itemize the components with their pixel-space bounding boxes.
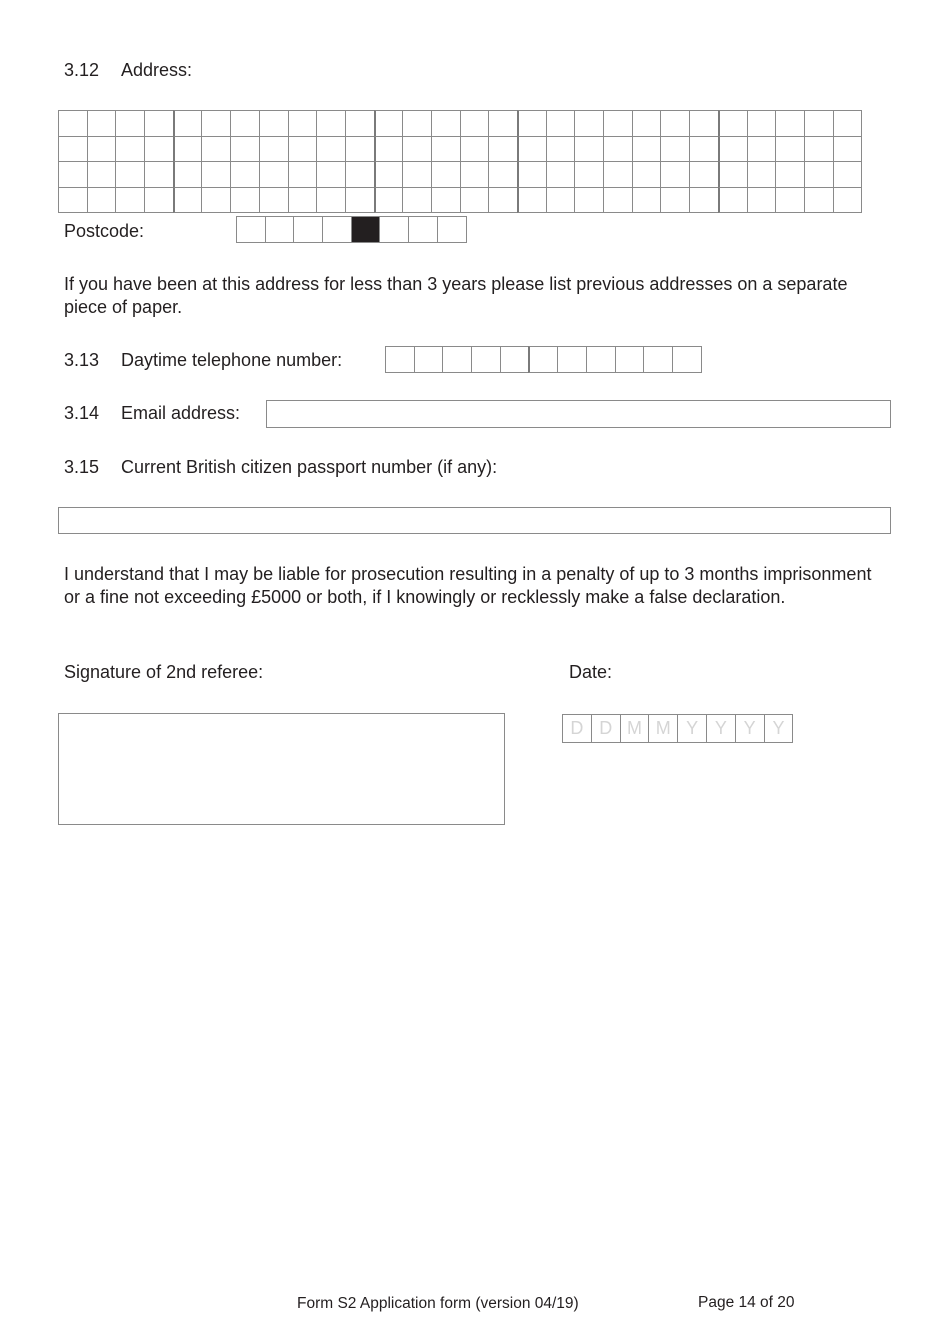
address-char-cell[interactable]	[603, 187, 633, 214]
address-char-cell[interactable]	[574, 187, 604, 214]
address-char-cell[interactable]	[58, 161, 88, 188]
telephone-digit-cell[interactable]	[414, 346, 444, 373]
postcode-char-cell[interactable]	[265, 216, 295, 243]
address-char-cell[interactable]	[288, 187, 318, 214]
address-char-cell[interactable]	[546, 136, 576, 163]
address-char-cell[interactable]	[173, 187, 203, 214]
address-char-cell[interactable]	[431, 161, 461, 188]
email-label: Email address:	[121, 403, 241, 423]
date-digit-cell[interactable]: Y	[706, 714, 736, 743]
address-char-cell[interactable]	[546, 187, 576, 214]
telephone-digit-cell[interactable]	[500, 346, 530, 373]
address-char-cell[interactable]	[173, 136, 203, 163]
address-grid[interactable]	[59, 111, 862, 213]
address-char-cell[interactable]	[316, 187, 346, 214]
address-char-cell[interactable]	[431, 187, 461, 214]
address-char-cell[interactable]	[517, 161, 547, 188]
address-char-cell[interactable]	[488, 136, 518, 163]
address-char-cell[interactable]	[804, 136, 834, 163]
address-char-cell[interactable]	[230, 110, 260, 137]
address-char-cell[interactable]	[747, 161, 777, 188]
postcode-char-cell[interactable]	[437, 216, 467, 243]
address-char-cell[interactable]	[259, 136, 289, 163]
address-char-cell[interactable]	[689, 110, 719, 137]
address-char-cell[interactable]	[144, 136, 174, 163]
address-char-cell[interactable]	[747, 187, 777, 214]
address-char-cell[interactable]	[517, 110, 547, 137]
postcode-char-cell[interactable]	[322, 216, 352, 243]
address-char-cell[interactable]	[87, 187, 117, 214]
address-char-cell[interactable]	[632, 161, 662, 188]
date-input[interactable]	[563, 714, 793, 743]
date-digit-cell[interactable]: M	[648, 714, 678, 743]
telephone-input[interactable]	[386, 347, 702, 373]
address-char-cell[interactable]	[144, 110, 174, 137]
address-char-cell[interactable]	[718, 161, 748, 188]
address-char-cell[interactable]	[632, 136, 662, 163]
address-char-cell[interactable]	[259, 187, 289, 214]
passport-label: Current British citizen passport number (if any):	[121, 457, 498, 477]
footer-page-number: Page 14 of 20	[698, 1294, 795, 1311]
address-char-cell[interactable]	[230, 136, 260, 163]
address-char-cell[interactable]	[775, 136, 805, 163]
address-row	[59, 188, 862, 214]
email-input[interactable]	[266, 400, 891, 428]
address-char-cell[interactable]	[374, 161, 404, 188]
address-char-cell[interactable]	[603, 136, 633, 163]
address-char-cell[interactable]	[689, 161, 719, 188]
address-char-cell[interactable]	[87, 161, 117, 188]
address-char-cell[interactable]	[173, 110, 203, 137]
address-label: Address:	[121, 60, 193, 80]
address-char-cell[interactable]	[460, 187, 490, 214]
address-char-cell[interactable]	[574, 110, 604, 137]
address-char-cell[interactable]	[804, 187, 834, 214]
address-char-cell[interactable]	[460, 161, 490, 188]
address-char-cell[interactable]	[316, 110, 346, 137]
address-char-cell[interactable]	[402, 187, 432, 214]
address-char-cell[interactable]	[87, 136, 117, 163]
address-char-cell[interactable]	[632, 187, 662, 214]
telephone-digit-cell[interactable]	[672, 346, 702, 373]
passport-input[interactable]	[58, 507, 891, 534]
address-row	[59, 111, 862, 137]
address-char-cell[interactable]	[660, 110, 690, 137]
address-row	[59, 162, 862, 188]
signature-label: Signature of 2nd referee:	[64, 662, 264, 682]
telephone-digit-cell[interactable]	[442, 346, 472, 373]
telephone-digit-cell[interactable]	[615, 346, 645, 373]
telephone-digit-cell[interactable]	[557, 346, 587, 373]
address-char-cell[interactable]	[632, 110, 662, 137]
address-char-cell[interactable]	[804, 161, 834, 188]
telephone-label: Daytime telephone number:	[121, 350, 343, 370]
address-char-cell[interactable]	[345, 161, 375, 188]
address-char-cell[interactable]	[546, 161, 576, 188]
address-char-cell[interactable]	[402, 110, 432, 137]
address-char-cell[interactable]	[747, 110, 777, 137]
date-digit-cell[interactable]: Y	[735, 714, 765, 743]
address-char-cell[interactable]	[201, 161, 231, 188]
telephone-question	[64, 350, 342, 371]
address-char-cell[interactable]	[775, 187, 805, 214]
address-char-cell[interactable]	[546, 110, 576, 137]
address-char-cell[interactable]	[58, 187, 88, 214]
address-char-cell[interactable]	[173, 161, 203, 188]
address-char-cell[interactable]	[230, 161, 260, 188]
postcode-char-cell[interactable]	[293, 216, 323, 243]
question-number: 3.14	[64, 403, 100, 423]
address-char-cell[interactable]	[144, 187, 174, 214]
telephone-digit-cell[interactable]	[385, 346, 415, 373]
footer-form-name: Form S2 Application form (version 04/19)	[297, 1295, 579, 1312]
telephone-digit-cell[interactable]	[471, 346, 501, 373]
address-char-cell[interactable]	[345, 136, 375, 163]
address-char-cell[interactable]	[718, 136, 748, 163]
postcode-char-cell[interactable]	[408, 216, 438, 243]
address-char-cell[interactable]	[747, 136, 777, 163]
address-char-cell[interactable]	[833, 161, 863, 188]
question-number: 3.15	[64, 457, 100, 477]
date-digit-cell[interactable]: D	[591, 714, 621, 743]
address-char-cell[interactable]	[259, 161, 289, 188]
address-char-cell[interactable]	[833, 136, 863, 163]
declaration-text: I understand that I may be liable for prosecution resulting in a penalty of up to 3 months imprisonment or a fine not exceeding £5000 or both, if I knowingly or recklessly make a false declaration.	[64, 564, 872, 607]
date-digit-cell[interactable]: Y	[764, 714, 794, 743]
address-char-cell[interactable]	[115, 110, 145, 137]
address-char-cell[interactable]	[115, 161, 145, 188]
address-char-cell[interactable]	[603, 161, 633, 188]
address-char-cell[interactable]	[201, 136, 231, 163]
passport-question	[64, 457, 497, 478]
address-char-cell[interactable]	[460, 136, 490, 163]
address-char-cell[interactable]	[660, 187, 690, 214]
address-char-cell[interactable]	[402, 161, 432, 188]
address-row	[59, 137, 862, 163]
address-char-cell[interactable]	[374, 136, 404, 163]
address-char-cell[interactable]	[431, 136, 461, 163]
address-char-cell[interactable]	[775, 110, 805, 137]
address-char-cell[interactable]	[259, 110, 289, 137]
address-char-cell[interactable]	[689, 187, 719, 214]
address-char-cell[interactable]	[804, 110, 834, 137]
postcode-label: Postcode:	[64, 221, 145, 241]
address-char-cell[interactable]	[288, 110, 318, 137]
address-char-cell[interactable]	[833, 187, 863, 214]
postcode-grid[interactable]	[237, 217, 467, 243]
address-char-cell[interactable]	[718, 110, 748, 137]
address-char-cell[interactable]	[115, 136, 145, 163]
address-char-cell[interactable]	[58, 110, 88, 137]
address-char-cell[interactable]	[58, 136, 88, 163]
address-char-cell[interactable]	[517, 187, 547, 214]
address-char-cell[interactable]	[488, 187, 518, 214]
telephone-digit-cell[interactable]	[643, 346, 673, 373]
address-char-cell[interactable]	[574, 161, 604, 188]
signature-box[interactable]	[58, 713, 505, 825]
address-char-cell[interactable]	[144, 161, 174, 188]
address-char-cell[interactable]	[488, 161, 518, 188]
address-char-cell[interactable]	[718, 187, 748, 214]
email-question	[64, 403, 240, 424]
address-char-cell[interactable]	[833, 110, 863, 137]
address-char-cell[interactable]	[488, 110, 518, 137]
address-char-cell[interactable]	[87, 110, 117, 137]
question-number: 3.12	[64, 60, 100, 80]
address-char-cell[interactable]	[316, 136, 346, 163]
address-char-cell[interactable]	[115, 187, 145, 214]
date-digit-cell[interactable]: Y	[677, 714, 707, 743]
address-char-cell[interactable]	[517, 136, 547, 163]
address-char-cell[interactable]	[775, 161, 805, 188]
question-number: 3.13	[64, 350, 100, 370]
previous-address-note: If you have been at this address for less than 3 years please list previous addresses on a separate piece of paper.	[64, 274, 848, 317]
postcode-char-cell[interactable]	[379, 216, 409, 243]
address-char-cell[interactable]	[288, 136, 318, 163]
address-char-cell[interactable]	[660, 136, 690, 163]
address-char-cell[interactable]	[431, 110, 461, 137]
telephone-digit-cell[interactable]	[586, 346, 616, 373]
address-char-cell[interactable]	[345, 187, 375, 214]
address-char-cell[interactable]	[345, 110, 375, 137]
address-char-cell[interactable]	[201, 110, 231, 137]
address-question	[64, 60, 192, 81]
address-char-cell[interactable]	[316, 161, 346, 188]
address-char-cell[interactable]	[460, 110, 490, 137]
address-char-cell[interactable]	[603, 110, 633, 137]
postcode-separator-cell	[351, 216, 381, 243]
address-char-cell[interactable]	[288, 161, 318, 188]
date-digit-cell[interactable]: M	[620, 714, 650, 743]
address-char-cell[interactable]	[230, 187, 260, 214]
date-digit-cell[interactable]: D	[562, 714, 592, 743]
address-char-cell[interactable]	[374, 110, 404, 137]
date-label: Date:	[569, 662, 613, 682]
address-char-cell[interactable]	[660, 161, 690, 188]
postcode-char-cell[interactable]	[236, 216, 266, 243]
address-char-cell[interactable]	[402, 136, 432, 163]
telephone-digit-cell[interactable]	[528, 346, 558, 373]
address-char-cell[interactable]	[574, 136, 604, 163]
address-char-cell[interactable]	[689, 136, 719, 163]
address-char-cell[interactable]	[201, 187, 231, 214]
address-char-cell[interactable]	[374, 187, 404, 214]
